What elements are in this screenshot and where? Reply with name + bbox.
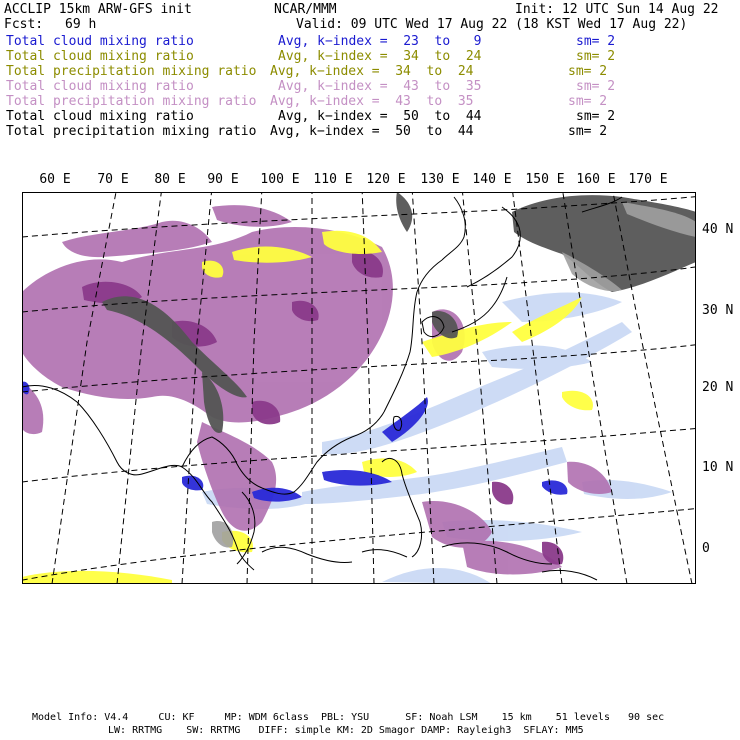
field-sm: sm= 2 xyxy=(568,94,608,109)
lon-label: 60 E xyxy=(39,172,71,187)
field-avg: Avg, k−index = 34 to 24 xyxy=(278,49,482,64)
model-info-line-2: LW: RRTMG SW: RRTMG DIFF: simple KM: 2D Smagor DAMP: Rayleigh3 SFLAY: MM5 xyxy=(108,725,584,736)
lon-label: 150 E xyxy=(525,172,565,187)
field-avg: Avg, k−index = 43 to 35 xyxy=(278,79,482,94)
lat-label: 20 N xyxy=(702,380,734,395)
lon-label: 110 E xyxy=(313,172,353,187)
field-name: Total precipitation mixing ratio xyxy=(6,94,257,109)
lon-label: 90 E xyxy=(207,172,239,187)
lon-label: 120 E xyxy=(366,172,406,187)
forecast-map xyxy=(22,192,696,584)
field-avg: Avg, k−index = 23 to 9 xyxy=(278,34,482,49)
lon-label: 140 E xyxy=(472,172,512,187)
forecast-label: Fcst: xyxy=(4,17,44,32)
field-name: Total cloud mixing ratio xyxy=(6,49,194,64)
field-sm: sm= 2 xyxy=(576,79,616,94)
field-name: Total cloud mixing ratio xyxy=(6,79,194,94)
field-sm: sm= 2 xyxy=(576,109,616,124)
field-name: Total cloud mixing ratio xyxy=(6,109,194,124)
field-avg: Avg, k−index = 34 to 24 xyxy=(270,64,474,79)
lon-label: 170 E xyxy=(628,172,668,187)
field-name: Total precipitation mixing ratio xyxy=(6,124,257,139)
field-name: Total precipitation mixing ratio xyxy=(6,64,257,79)
lat-label: 0 xyxy=(702,541,710,556)
field-sm: sm= 2 xyxy=(568,124,608,139)
lat-label: 30 N xyxy=(702,303,734,318)
init-time: Init: 12 UTC Sun 14 Aug 22 xyxy=(515,2,719,17)
field-sm: sm= 2 xyxy=(576,49,616,64)
lat-label: 10 N xyxy=(702,460,734,475)
field-avg: Avg, k−index = 50 to 44 xyxy=(278,109,482,124)
valid-time: Valid: 09 UTC Wed 17 Aug 22 (18 KST Wed 17 Aug 22) xyxy=(296,17,688,32)
lon-label: 80 E xyxy=(154,172,186,187)
model-title: ACCLIP 15km ARW-GFS init xyxy=(4,2,192,17)
field-avg: Avg, k−index = 43 to 35 xyxy=(270,94,474,109)
lon-label: 70 E xyxy=(97,172,129,187)
forecast-hour: 69 h xyxy=(65,17,97,32)
lon-label: 160 E xyxy=(576,172,616,187)
field-avg: Avg, k−index = 50 to 44 xyxy=(270,124,474,139)
lon-label: 100 E xyxy=(260,172,300,187)
center-label: NCAR/MMM xyxy=(274,2,337,17)
field-sm: sm= 2 xyxy=(568,64,608,79)
lat-label: 40 N xyxy=(702,222,734,237)
field-sm: sm= 2 xyxy=(576,34,616,49)
model-info-line-1: Model Info: V4.4 CU: KF MP: WDM 6class PBL: YSU SF: Noah LSM 15 km 51 levels 90 sec xyxy=(32,712,665,723)
lon-label: 130 E xyxy=(420,172,460,187)
field-name: Total cloud mixing ratio xyxy=(6,34,194,49)
